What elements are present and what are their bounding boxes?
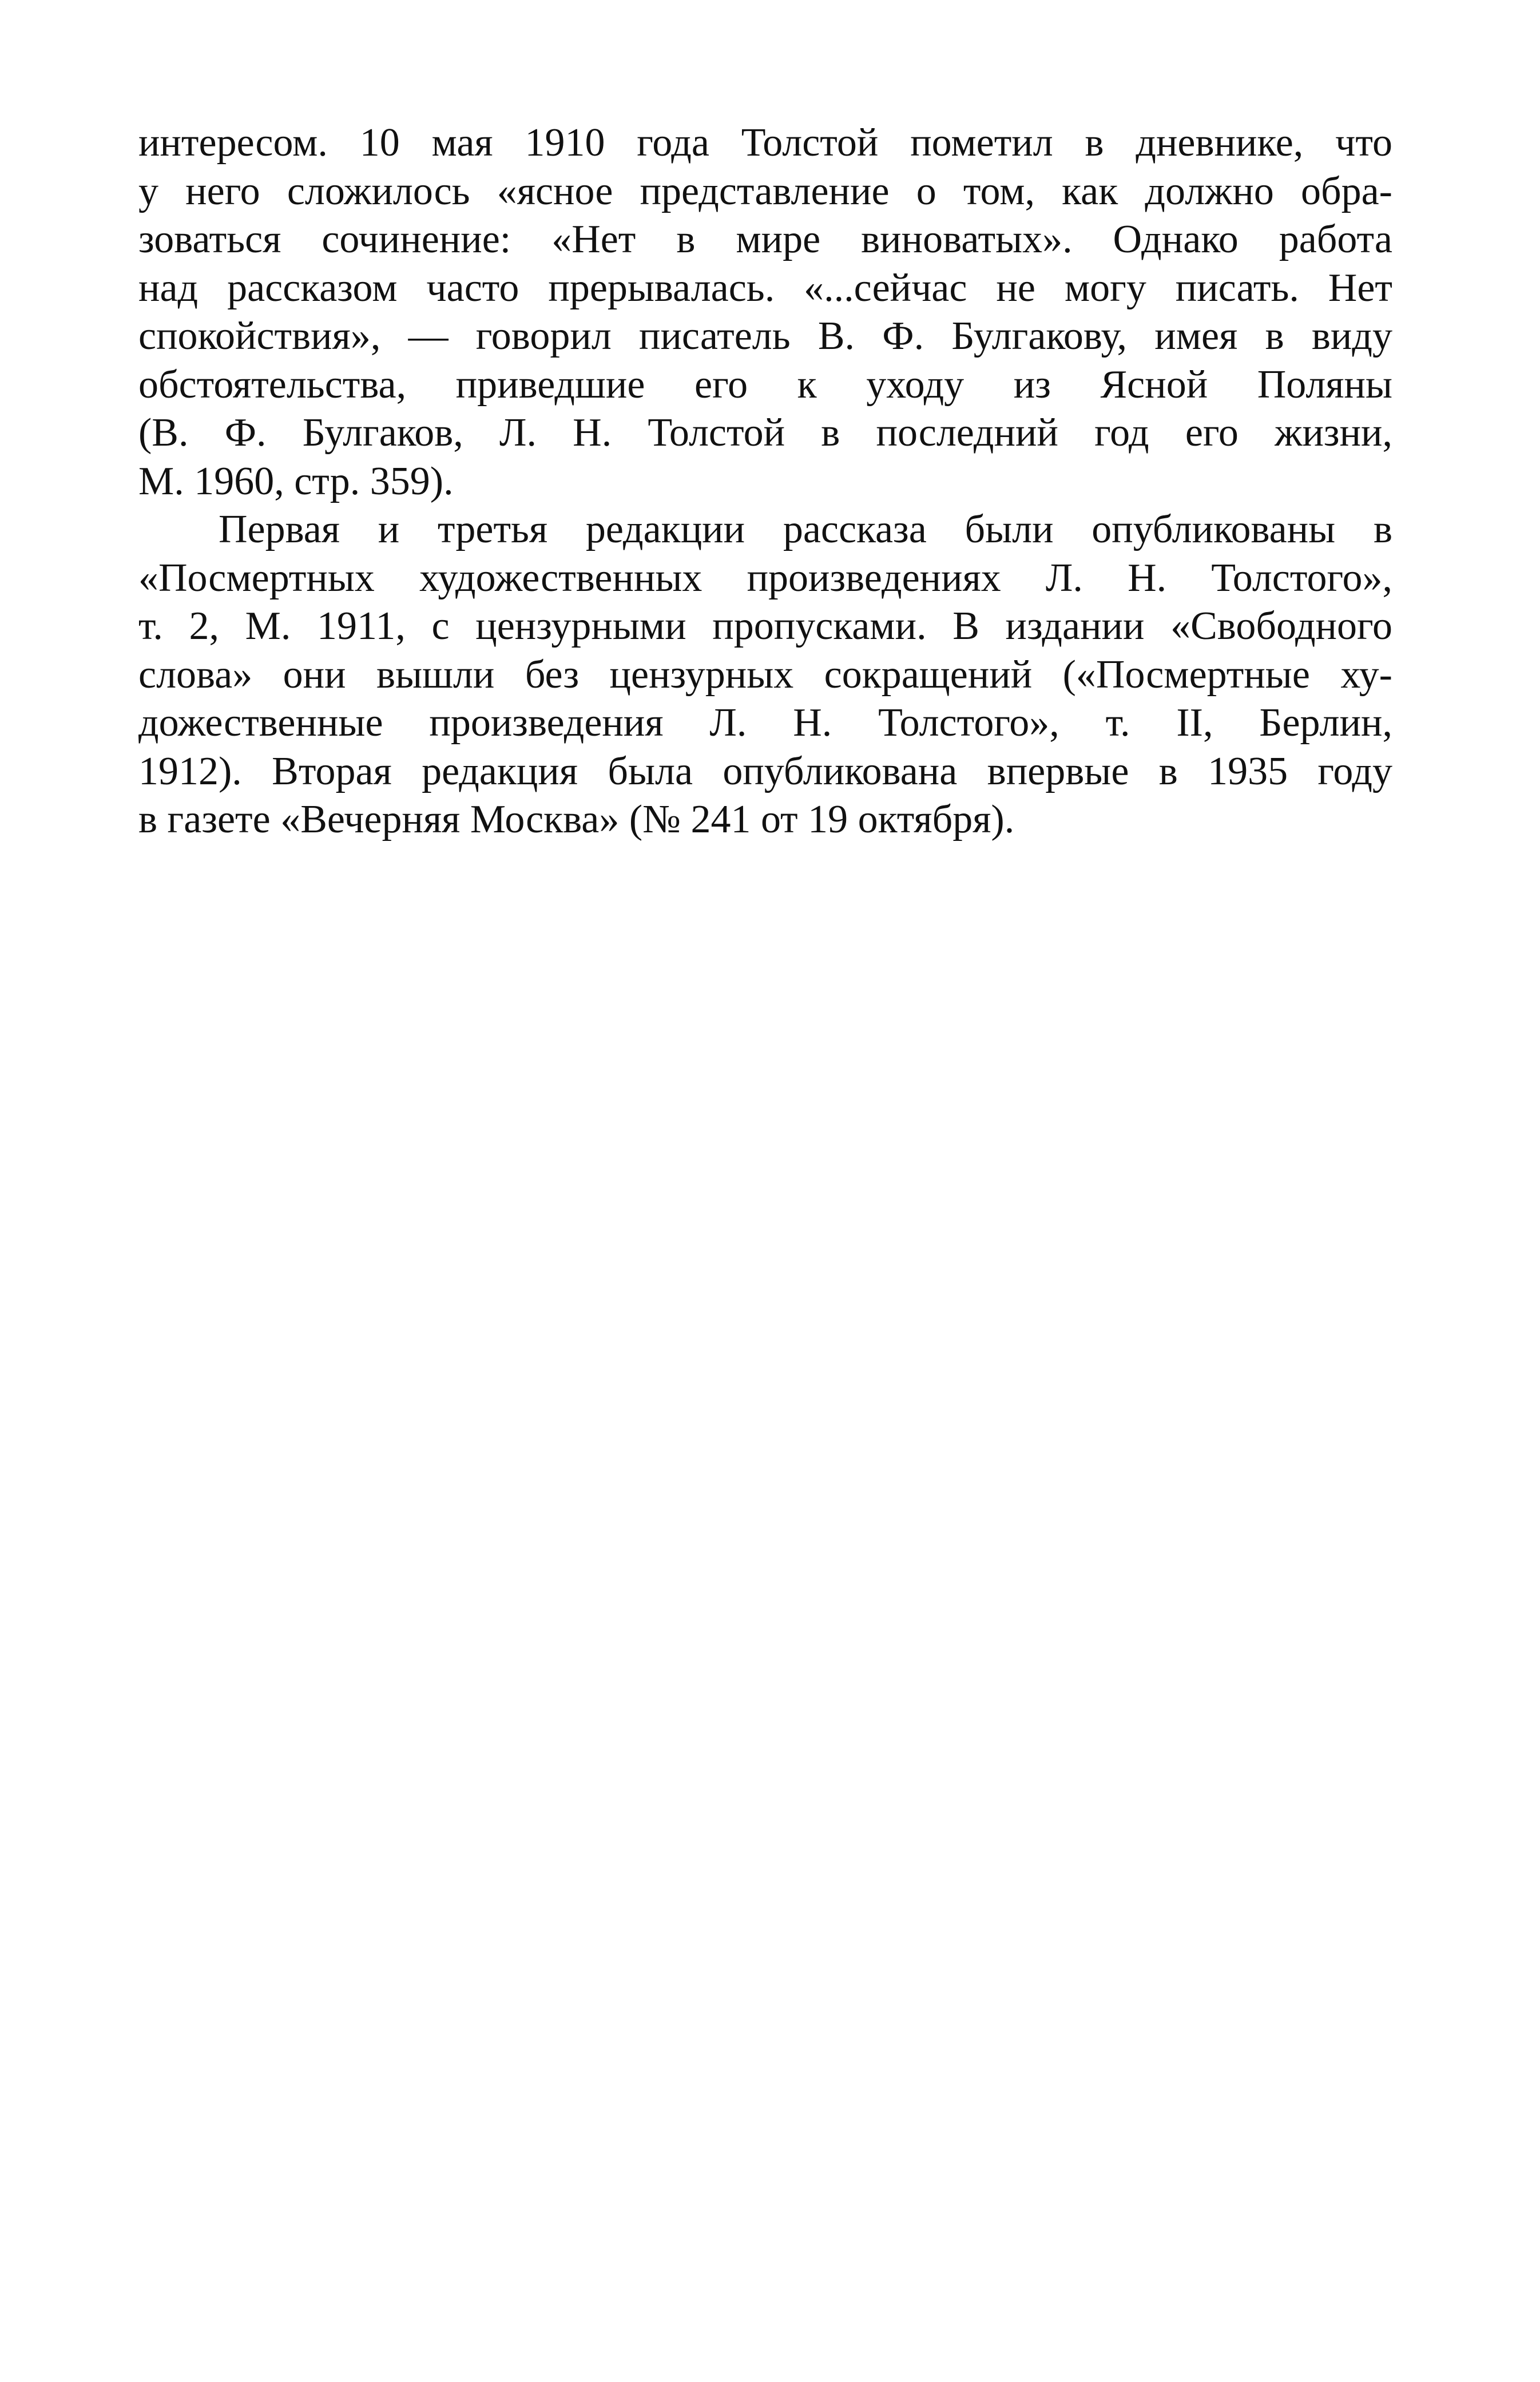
paragraph-line: Первая и третья редакции рассказа были опубликованы в <box>219 507 1392 551</box>
paragraph-line: 1912). Вторая редакция была опубликована впервые в 1935 году <box>138 749 1392 793</box>
text-block <box>138 119 1392 844</box>
paragraph-line: зоваться сочинение: «Нет в мире виноватых». Однако работа <box>138 217 1392 261</box>
paragraph-2 <box>138 506 1392 844</box>
paragraph-line: у него сложилось «ясное представление о том, как должно обра- <box>138 169 1392 213</box>
paragraph-line: над рассказом часто прерывалась. «...сейчас не могу писать. Нет <box>138 265 1392 310</box>
paragraph-line: «Посмертных художественных произведениях Л. Н. Толстого», <box>138 555 1392 600</box>
paragraph-line: слова» они вышли без цензурных сокращений («Посмертные ху- <box>138 652 1392 697</box>
paragraph-line: т. 2, М. 1911, с цензурными пропусками. В издании «Свободного <box>138 604 1392 648</box>
paragraph-line: интересом. 10 мая 1910 года Толстой пометил в дневнике, что <box>138 121 1392 165</box>
paragraph-line: в газете «Вечерняя Москва» (№ 241 от 19 октября). <box>138 797 1015 841</box>
paragraph-1 <box>138 119 1392 506</box>
paragraph-line: спокойствия», — говорил писатель В. Ф. Булгакову, имея в виду <box>138 314 1392 358</box>
paragraph-line: М. 1960, стр. 359). <box>138 459 454 503</box>
paragraph-line: дожественные произведения Л. Н. Толстого», т. II, Берлин, <box>138 701 1392 745</box>
paragraph-line: (В. Ф. Булгаков, Л. Н. Толстой в последний год его жизни, <box>138 411 1392 455</box>
paragraph-line: обстоятельства, приведшие его к уходу из Ясной Поляны <box>138 362 1392 407</box>
